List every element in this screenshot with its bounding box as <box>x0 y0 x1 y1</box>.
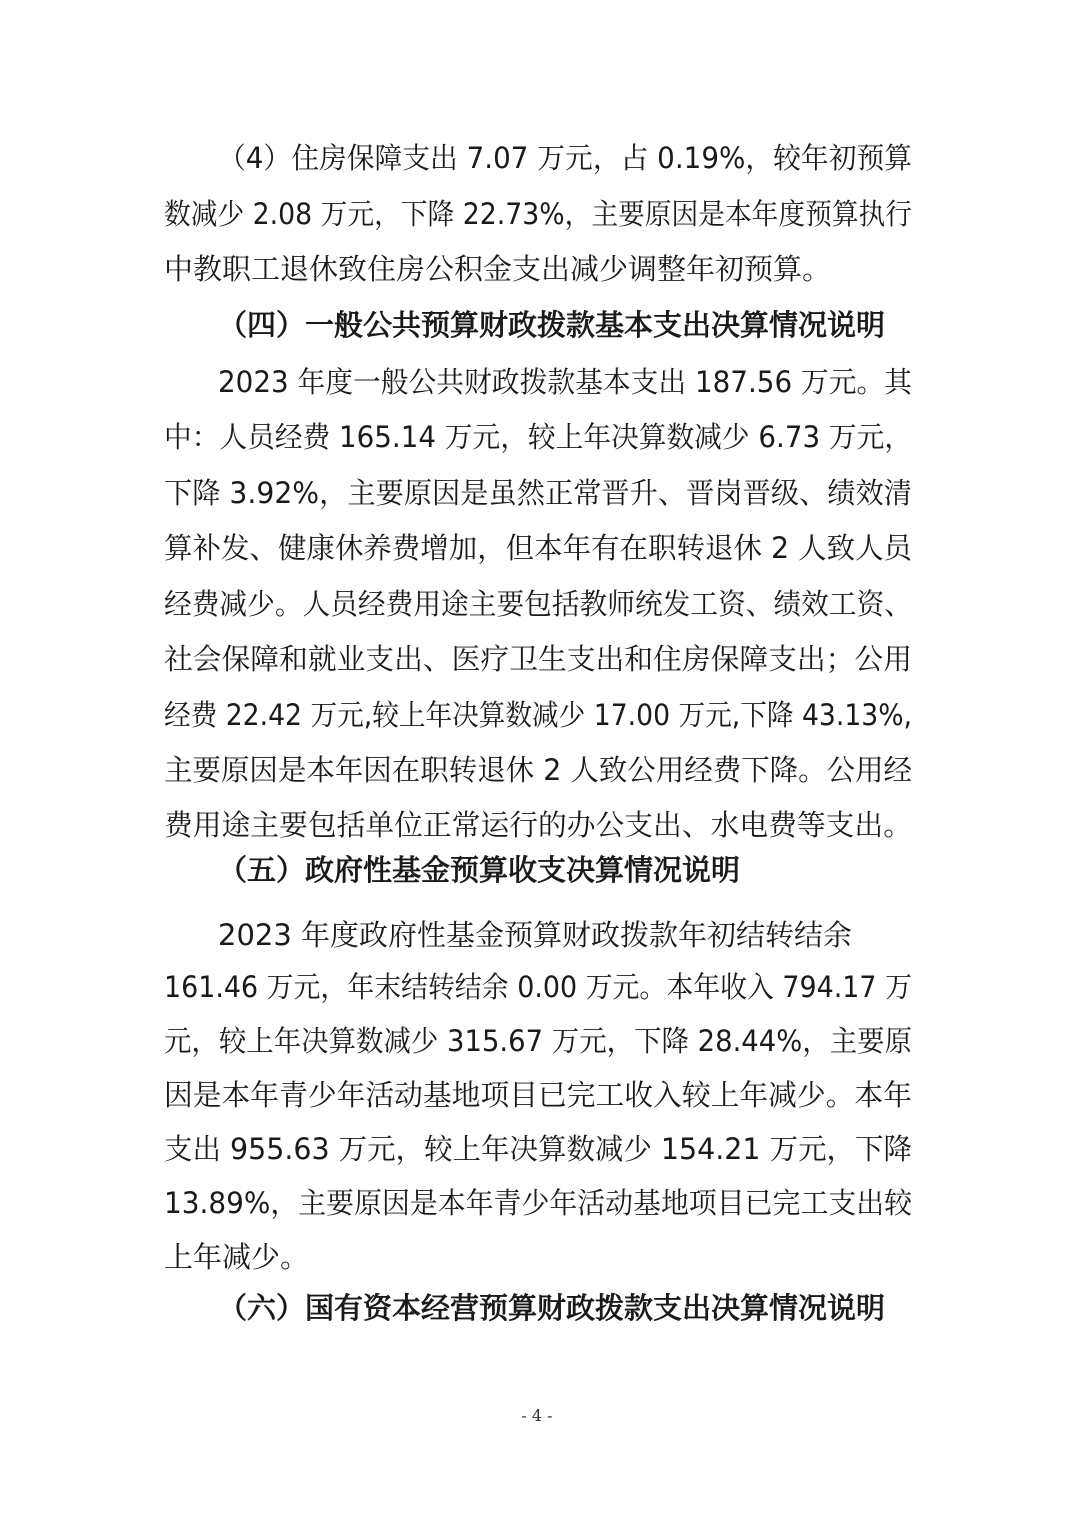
text-line <box>0 468 1074 518</box>
text-line-content: 支出 955.63 万元，较上年决算数减少 154.21 万元，下降 <box>164 1132 912 1166</box>
section-heading <box>0 300 1074 350</box>
text-line-content: 上年减少。 <box>164 1240 310 1274</box>
text-line <box>0 133 1074 183</box>
text-line-content: 中教职工退休致住房公积金支出减少调整年初预算。 <box>164 252 832 286</box>
section-heading-text: （四）一般公共预算财政拨款基本支出决算情况说明 <box>218 308 886 342</box>
text-line <box>0 690 1074 740</box>
text-line-content: 2023 年度一般公共财政拨款基本支出 187.56 万元。其 <box>218 365 912 399</box>
text-line <box>0 962 1074 1012</box>
text-line <box>0 523 1074 573</box>
text-line-content: 13.89%，主要原因是本年青少年活动基地项目已完工支出较 <box>164 1186 913 1220</box>
text-line <box>0 1232 1074 1282</box>
text-line <box>0 1016 1074 1066</box>
text-line-content: 因是本年青少年活动基地项目已完工收入较上年减少。本年 <box>164 1078 912 1112</box>
text-line-content: 主要原因是本年因在职转退休 2 人致公用经费下降。公用经 <box>164 753 913 787</box>
text-line-content: （4）住房保障支出 7.07 万元，占 0.19%，较年初预算 <box>218 141 913 175</box>
section-heading-text: （六）国有资本经营预算财政拨款支出决算情况说明 <box>218 1291 886 1325</box>
text-line <box>0 189 1074 239</box>
text-line-content: 2023 年度政府性基金预算财政拨款年初结转结余 <box>218 918 853 952</box>
text-line <box>0 1070 1074 1120</box>
text-line <box>0 745 1074 795</box>
section-heading-text: （五）政府性基金预算收支决算情况说明 <box>218 853 741 887</box>
text-line <box>0 1124 1074 1174</box>
page-number: - 4 - <box>521 1406 553 1425</box>
text-line-content: 经费 22.42 万元,较上年决算数减少 17.00 万元,下降 43.13%, <box>164 698 913 732</box>
text-line-content: 中：人员经费 165.14 万元，较上年决算数减少 6.73 万元， <box>164 420 913 454</box>
text-line-content: 161.46 万元，年末结转结余 0.00 万元。本年收入 794.17 万 <box>164 970 912 1004</box>
text-line-content: 元，较上年决算数减少 315.67 万元，下降 28.44%，主要原 <box>164 1024 913 1058</box>
text-line <box>0 1178 1074 1228</box>
text-line-content: 数减少 2.08 万元，下降 22.73%，主要原因是本年度预算执行 <box>164 197 913 231</box>
text-line-content: 经费减少。人员经费用途主要包括教师统发工资、绩效工资、 <box>164 587 913 621</box>
text-line-content: 下降 3.92%，主要原因是虽然正常晋升、晋岗晋级、绩效清 <box>164 476 912 510</box>
section-heading <box>0 1283 1074 1333</box>
text-line <box>0 357 1074 407</box>
text-line <box>0 800 1074 850</box>
text-line <box>0 910 1074 960</box>
text-line <box>0 579 1074 629</box>
text-line-content: 费用途主要包括单位正常运行的办公支出、水电费等支出。 <box>164 808 912 842</box>
text-line <box>0 412 1074 462</box>
text-line-content: 算补发、健康休养费增加，但本年有在职转退休 2 人致人员 <box>164 531 913 565</box>
text-line-content: 社会保障和就业支出、医疗卫生支出和住房保障支出；公用 <box>164 642 912 676</box>
section-heading <box>0 845 1074 895</box>
text-line <box>0 244 1074 294</box>
text-line <box>0 634 1074 684</box>
